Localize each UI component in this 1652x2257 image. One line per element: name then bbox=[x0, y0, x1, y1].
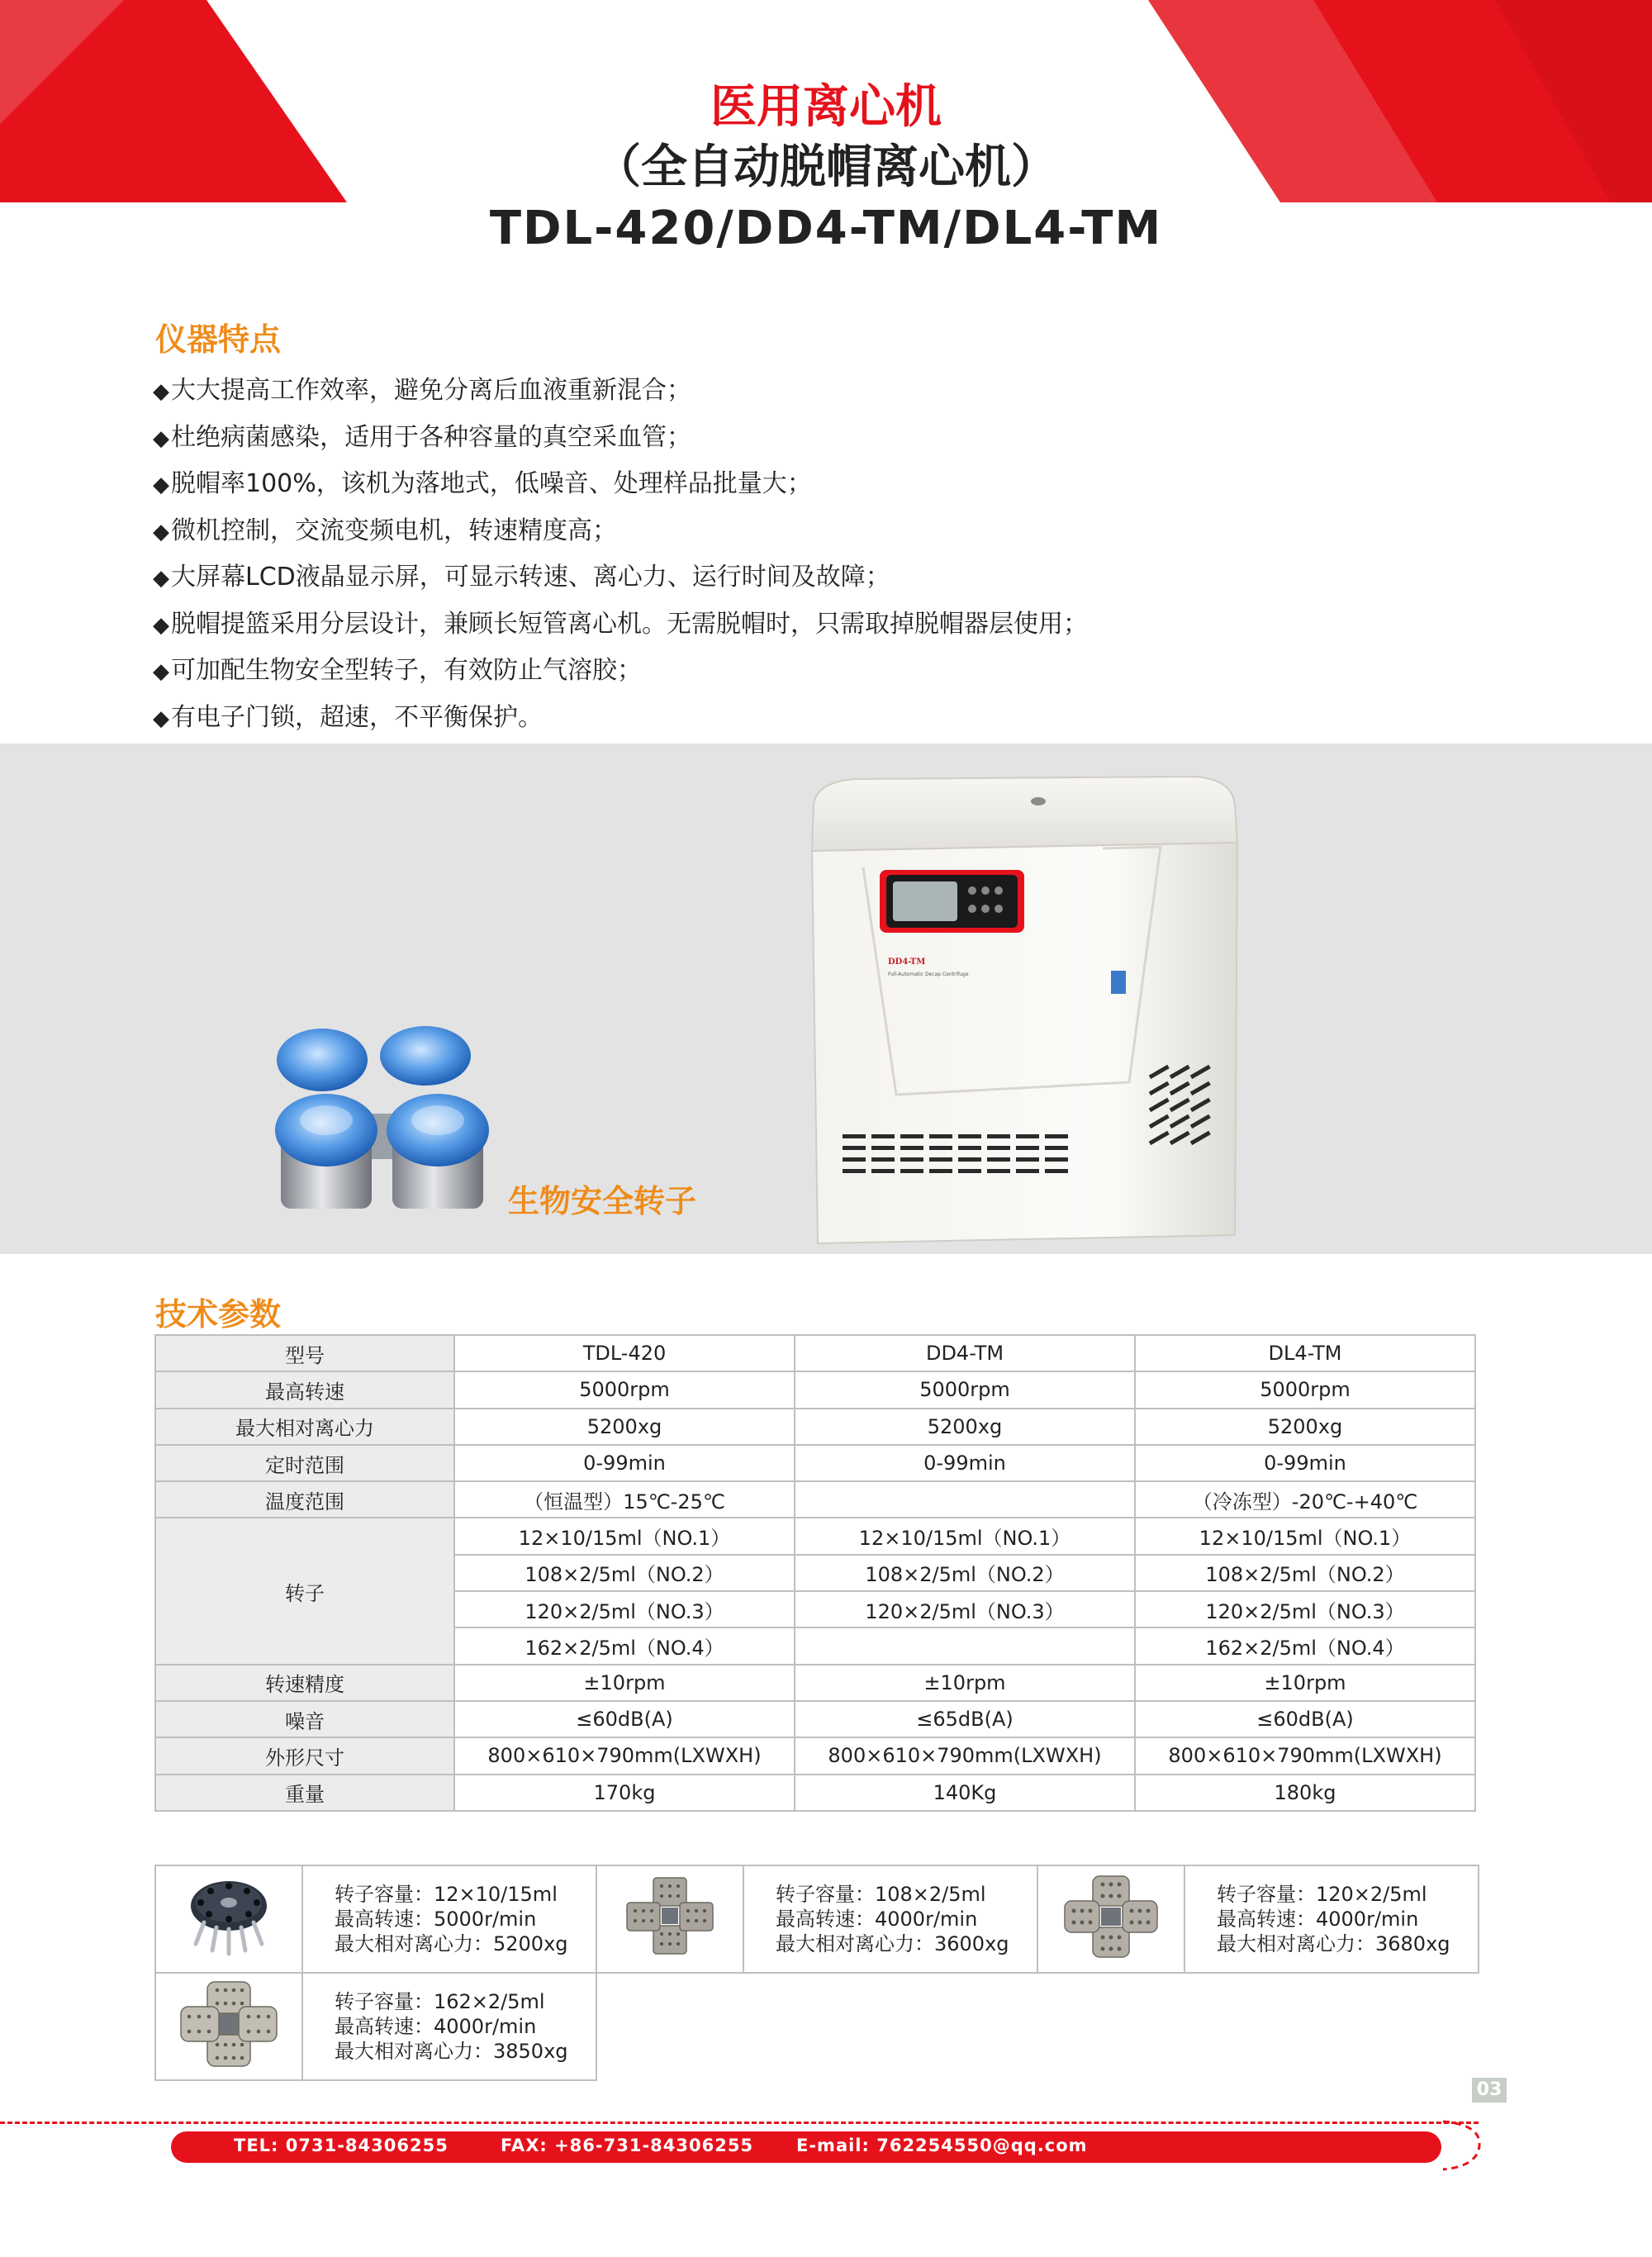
swing-rotor-162-icon bbox=[179, 1979, 278, 2069]
rotor-image-cell bbox=[596, 1865, 743, 1973]
table-cell: 最高转速 bbox=[155, 1371, 454, 1408]
company-name: 湖南湘鑫仪器仪表有限公司 bbox=[1146, 2132, 1435, 2160]
table-row bbox=[155, 1445, 1475, 1481]
table-row bbox=[155, 1481, 1475, 1518]
table-cell: 5200xg bbox=[1135, 1409, 1475, 1445]
rotor-specs bbox=[743, 1865, 1037, 1973]
table-cell: 5200xg bbox=[795, 1409, 1135, 1445]
table-cell: ±10rpm bbox=[1135, 1665, 1475, 1701]
rotor-gallery bbox=[154, 1865, 1479, 2081]
table-cell: 5000rpm bbox=[1135, 1371, 1475, 1408]
table-cell: 108×2/5ml（NO.2） bbox=[795, 1555, 1135, 1591]
table-cell: 5000rpm bbox=[454, 1371, 795, 1408]
model-numbers: TDL-420/DD4-TM/DL4-TM bbox=[489, 202, 1163, 255]
specs-heading: 技术参数 bbox=[155, 1296, 282, 1333]
rotor-speed: 最高转速：5000r/min bbox=[335, 1908, 537, 1931]
table-row bbox=[155, 1371, 1475, 1408]
table-cell: 5000rpm bbox=[795, 1371, 1135, 1408]
feature-item: ◆脱帽提篮采用分层设计，兼顾长短管离心机。无需脱帽时，只需取掉脱帽器层使用； bbox=[153, 609, 1088, 639]
biosafety-rotor-image bbox=[248, 1014, 512, 1221]
rotor-force: 最大相对离心力：3680xg bbox=[1217, 1932, 1450, 1955]
table-cell: 120×2/5ml（NO.3） bbox=[1135, 1591, 1475, 1627]
table-cell: 5200xg bbox=[454, 1409, 795, 1445]
table-cell: ≤60dB(A) bbox=[454, 1701, 795, 1737]
footer-fax: FAX: +86-731-84306255 bbox=[501, 2136, 754, 2155]
rotor-capacity: 转子容量：162×2/5ml bbox=[335, 1990, 545, 2013]
table-row bbox=[155, 1737, 1475, 1774]
rotor-speed: 最高转速：4000r/min bbox=[1217, 1908, 1419, 1931]
table-row bbox=[155, 1518, 1475, 1554]
table-cell: 162×2/5ml（NO.4） bbox=[1135, 1627, 1475, 1664]
table-cell: 170kg bbox=[454, 1775, 795, 1811]
rotor-force: 最大相对离心力：5200xg bbox=[335, 1932, 568, 1955]
feature-item: ◆大屏幕LCD液晶显示屏，可显示转速、离心力、运行时间及故障； bbox=[153, 563, 890, 592]
table-cell: （冷冻型）-20℃-+40℃ bbox=[1135, 1481, 1475, 1518]
svg-text:Full-Automatic Decap Centrifug: Full-Automatic Decap Centrifuge bbox=[888, 972, 969, 977]
table-cell: 120×2/5ml（NO.3） bbox=[454, 1591, 795, 1627]
spec-table bbox=[154, 1334, 1476, 1812]
rotor-capacity: 转子容量：12×10/15ml bbox=[335, 1883, 558, 1906]
features-list bbox=[153, 368, 1557, 741]
table-cell: 120×2/5ml（NO.3） bbox=[795, 1591, 1135, 1627]
table-cell: 108×2/5ml（NO.2） bbox=[454, 1555, 795, 1591]
table-cell-rotor-label: 转子 bbox=[155, 1518, 454, 1664]
table-cell: 12×10/15ml（NO.1） bbox=[1135, 1518, 1475, 1554]
rotor-specs bbox=[302, 1865, 596, 1973]
table-cell: 12×10/15ml（NO.1） bbox=[795, 1518, 1135, 1554]
table-cell: 800×610×790mm(LXWXH) bbox=[454, 1737, 795, 1774]
table-row bbox=[155, 1775, 1475, 1811]
footer-divider bbox=[0, 2122, 1479, 2125]
table-cell: 800×610×790mm(LXWXH) bbox=[1135, 1737, 1475, 1774]
biosafety-rotor-label: 生物安全转子 bbox=[508, 1183, 697, 1219]
rotor-gallery-row bbox=[155, 1973, 1479, 2080]
swing-rotor-108-icon bbox=[620, 1871, 719, 1962]
feature-item: ◆大大提高工作效率，避免分离后血液重新混合； bbox=[153, 376, 691, 405]
table-row bbox=[155, 1409, 1475, 1445]
table-row bbox=[155, 1701, 1475, 1737]
table-cell: ±10rpm bbox=[454, 1665, 795, 1701]
title-block bbox=[0, 78, 1652, 259]
rotor-specs bbox=[302, 1973, 596, 2080]
table-cell: DL4-TM bbox=[1135, 1335, 1475, 1371]
footer-phone: TEL: 0731-84306255 bbox=[234, 2136, 449, 2155]
rotor-image-cell bbox=[155, 1865, 302, 1973]
svg-text:DD4-TM: DD4-TM bbox=[888, 957, 926, 967]
table-cell: 108×2/5ml（NO.2） bbox=[1135, 1555, 1475, 1591]
angle-rotor-icon bbox=[179, 1871, 278, 1962]
features-heading: 仪器特点 bbox=[155, 321, 282, 358]
feature-item: ◆有电子门锁，超速，不平衡保护。 bbox=[153, 702, 543, 732]
table-cell: ±10rpm bbox=[795, 1665, 1135, 1701]
rotor-capacity: 转子容量：120×2/5ml bbox=[1217, 1883, 1427, 1906]
rotor-capacity: 转子容量：108×2/5ml bbox=[776, 1883, 986, 1906]
table-cell: 温度范围 bbox=[155, 1481, 454, 1518]
diamond-bullet-icon: ◆ bbox=[153, 659, 169, 684]
feature-item: ◆可加配生物安全型转子，有效防止气溶胶； bbox=[153, 656, 642, 685]
table-cell: DD4-TM bbox=[795, 1335, 1135, 1371]
table-cell bbox=[795, 1627, 1135, 1664]
table-cell: 0-99min bbox=[454, 1445, 795, 1481]
rotor-speed: 最高转速：4000r/min bbox=[776, 1908, 978, 1931]
table-cell: 转速精度 bbox=[155, 1665, 454, 1701]
table-cell: 型号 bbox=[155, 1335, 454, 1371]
table-cell: ≤60dB(A) bbox=[1135, 1701, 1475, 1737]
diamond-bullet-icon: ◆ bbox=[153, 473, 169, 497]
rotor-gallery-row bbox=[155, 1865, 1479, 1973]
table-cell: ≤65dB(A) bbox=[795, 1701, 1135, 1737]
diamond-bullet-icon: ◆ bbox=[153, 706, 169, 731]
table-cell: 0-99min bbox=[795, 1445, 1135, 1481]
page-number: 03 bbox=[1472, 2078, 1507, 2103]
feature-item: ◆杜绝病菌感染，适用于各种容量的真空采血管； bbox=[153, 422, 691, 452]
table-cell bbox=[795, 1481, 1135, 1518]
rotor-specs bbox=[1184, 1865, 1479, 1973]
page-subtitle: （全自动脱帽离心机） bbox=[595, 140, 1057, 194]
table-cell: 最大相对离心力 bbox=[155, 1409, 454, 1445]
table-cell: 定时范围 bbox=[155, 1445, 454, 1481]
table-row bbox=[155, 1665, 1475, 1701]
table-cell: 噪音 bbox=[155, 1701, 454, 1737]
footer-email: E-mail: 762254550@qq.com bbox=[796, 2136, 1088, 2155]
diamond-bullet-icon: ◆ bbox=[153, 519, 169, 544]
rotor-speed: 最高转速：4000r/min bbox=[335, 2015, 537, 2038]
feature-item: ◆微机控制，交流变频电机，转速精度高； bbox=[153, 516, 617, 545]
rotor-image-cell bbox=[1037, 1865, 1184, 1973]
page-title: 医用离心机 bbox=[710, 80, 942, 134]
diamond-bullet-icon: ◆ bbox=[153, 612, 169, 638]
feature-item: ◆脱帽率100%，该机为落地式，低噪音、处理样品批量大； bbox=[153, 469, 812, 498]
rotor-force: 最大相对离心力：3850xg bbox=[335, 2040, 568, 2063]
swing-rotor-120-icon bbox=[1061, 1871, 1161, 1962]
rotor-image-cell bbox=[155, 1973, 302, 2080]
table-cell: （恒温型）15℃-25℃ bbox=[454, 1481, 795, 1518]
table-cell: 140Kg bbox=[795, 1775, 1135, 1811]
table-cell: 180kg bbox=[1135, 1775, 1475, 1811]
table-cell: 重量 bbox=[155, 1775, 454, 1811]
table-cell: 800×610×790mm(LXWXH) bbox=[795, 1737, 1135, 1774]
centrifuge-machine-image bbox=[805, 772, 1256, 1247]
table-row bbox=[155, 1335, 1475, 1371]
table-cell: 162×2/5ml（NO.4） bbox=[454, 1627, 795, 1664]
table-cell: 12×10/15ml（NO.1） bbox=[454, 1518, 795, 1554]
rotor-force: 最大相对离心力：3600xg bbox=[776, 1932, 1009, 1955]
diamond-bullet-icon: ◆ bbox=[153, 566, 169, 591]
table-cell: 外形尺寸 bbox=[155, 1737, 454, 1774]
footer-arc-decoration bbox=[1441, 2120, 1483, 2171]
diamond-bullet-icon: ◆ bbox=[153, 379, 169, 404]
table-cell: 0-99min bbox=[1135, 1445, 1475, 1481]
table-cell: TDL-420 bbox=[454, 1335, 795, 1371]
diamond-bullet-icon: ◆ bbox=[153, 425, 169, 451]
